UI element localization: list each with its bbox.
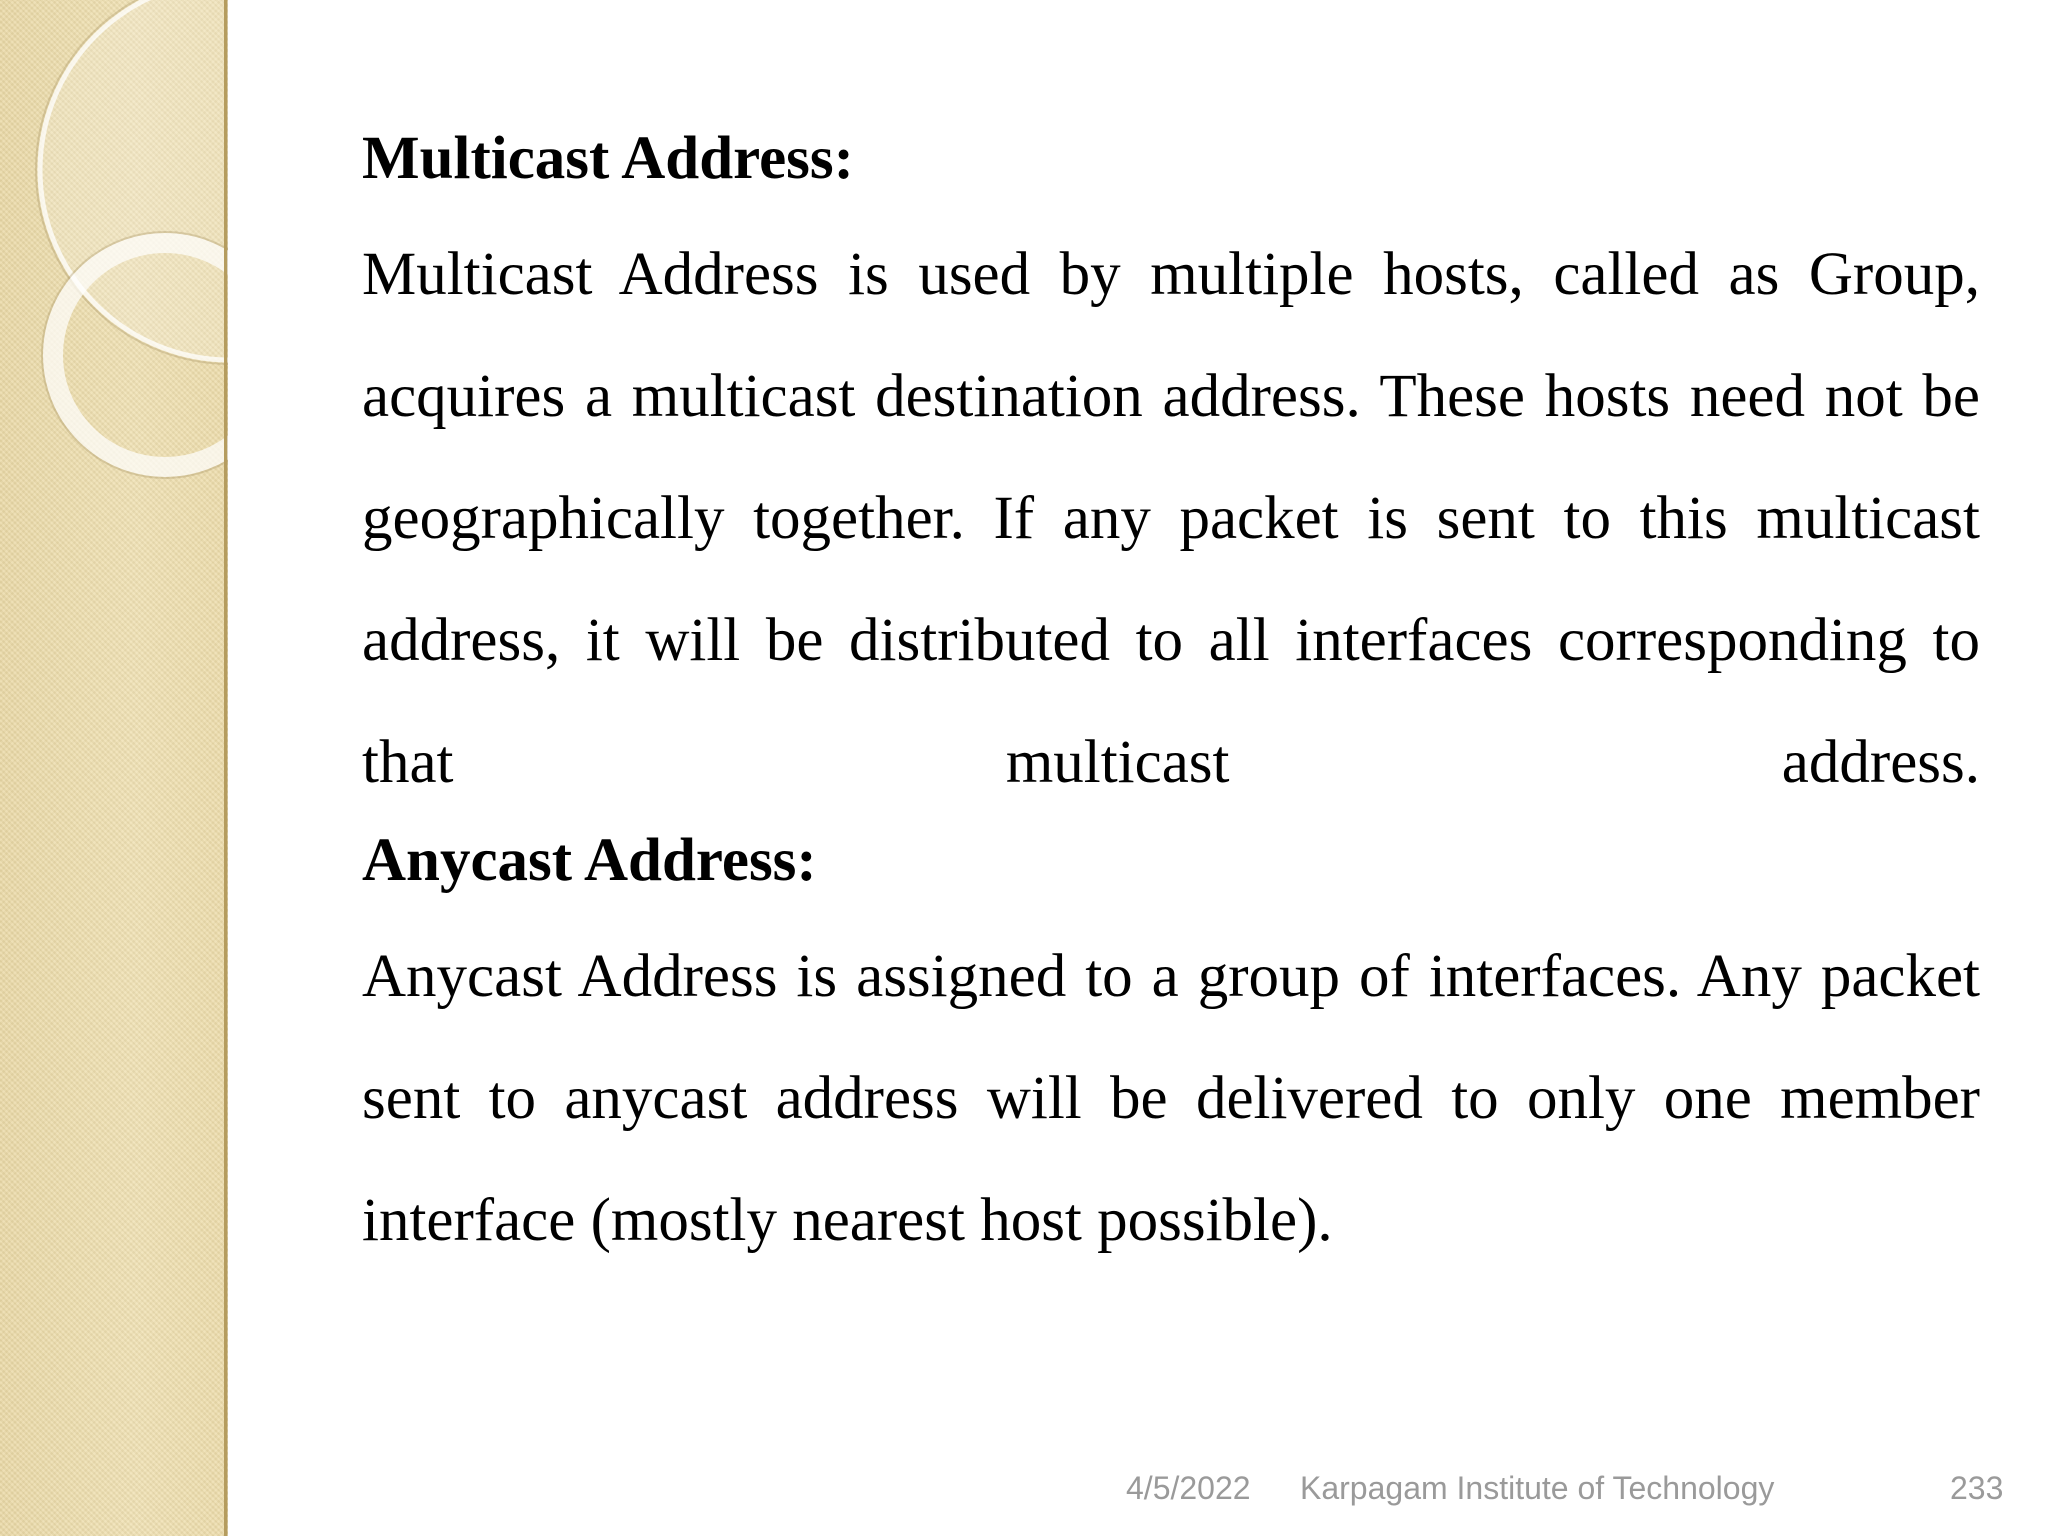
multicast-heading: Multicast Address:: [362, 125, 854, 192]
side-panel-shadow: [227, 0, 228, 1536]
decorative-side-panel: [0, 0, 228, 1536]
footer-page-number: 233: [1950, 1470, 2004, 1506]
multicast-paragraph: Multicast Address is used by multiple hosts, called as Group, acquires a multicast destination address. These hosts need not be geographically together. If any packet is sent to this multicast address, it will be distributed to all interfaces corresponding to that multicast address.: [362, 241, 1980, 796]
footer-institution: Karpagam Institute of Technology: [1300, 1470, 1775, 1506]
anycast-heading: Anycast Address:: [362, 827, 817, 894]
decorative-rings-icon: [0, 0, 228, 520]
anycast-paragraph: Anycast Address is assigned to a group of interfaces. Any packet sent to anycast address will be delivered to only one member interface (mostly nearest host possible).: [362, 943, 1980, 1254]
footer-date: 4/5/2022: [1126, 1470, 1251, 1506]
side-panel-edge: [224, 0, 227, 1536]
slide-content: [362, 112, 1980, 1282]
